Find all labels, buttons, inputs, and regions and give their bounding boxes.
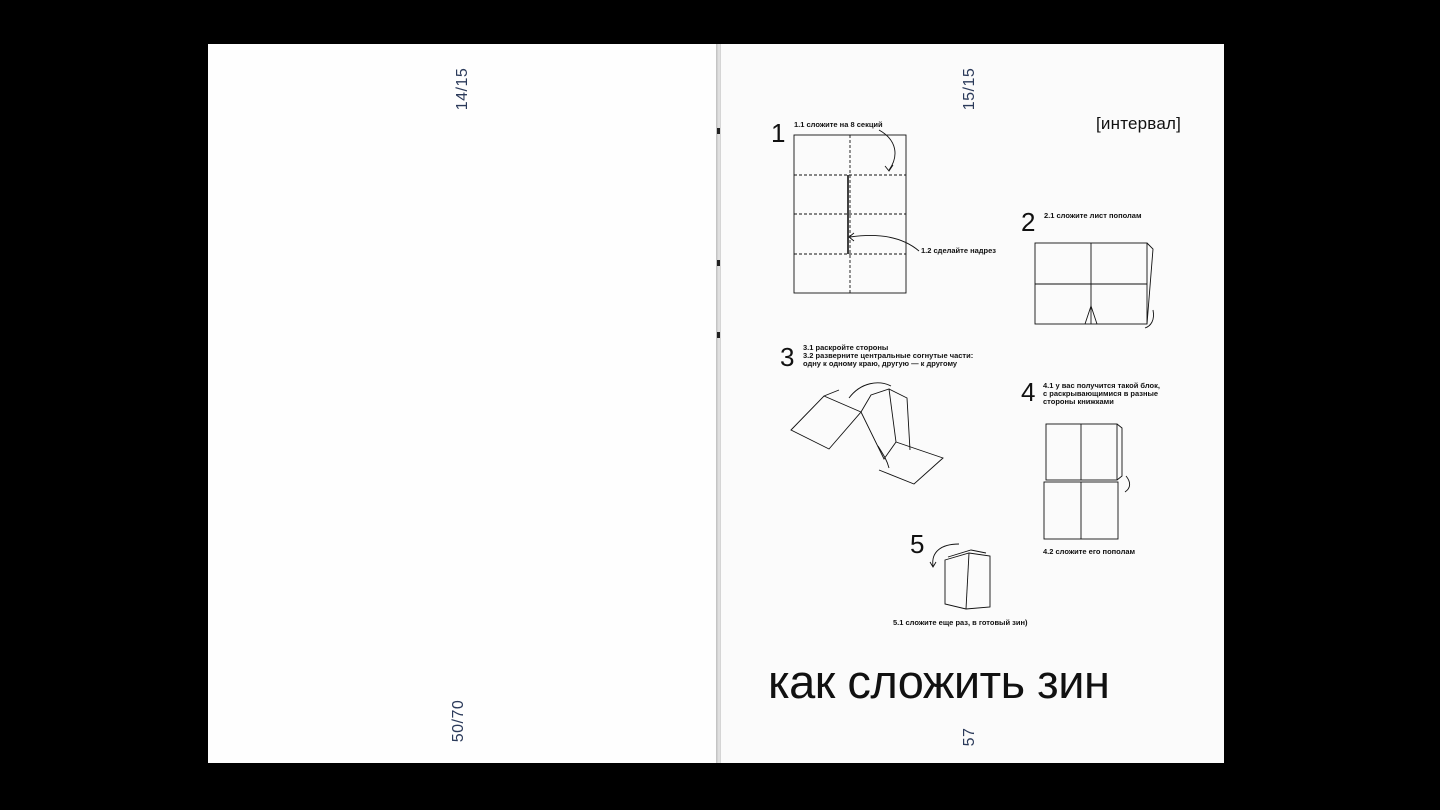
left-page <box>208 44 716 763</box>
step-label: 4.1 у вас получится такой блок, <box>1043 381 1160 390</box>
final-zine-figure <box>930 544 990 609</box>
step-number: 1 <box>771 118 786 148</box>
step-number: 4 <box>1021 377 1036 407</box>
left-folio-bottom: 50/70 <box>450 699 467 743</box>
step-label: 3.2 разверните центральные согнутые части: <box>803 351 974 360</box>
stitch-mark <box>717 332 720 338</box>
brand-logo: [интервал] <box>1096 114 1182 133</box>
sheet-folded-half-figure <box>1035 243 1154 328</box>
step-label: 2.1 сложите лист пополам <box>1044 211 1142 220</box>
sheet-8-sections-figure <box>794 130 919 293</box>
left-folio-top: 14/15 <box>454 67 471 111</box>
step-label: 4.2 сложите его пополам <box>1043 547 1136 556</box>
stitch-mark <box>717 260 720 266</box>
step-label: с раскрывающимися в разные <box>1043 389 1159 398</box>
step-number: 3 <box>780 342 795 372</box>
folding-diagrams <box>721 44 1224 644</box>
sheet-opening-figure <box>791 383 943 484</box>
step-number: 2 <box>1021 207 1036 237</box>
page-title: как сложить зин <box>768 655 1110 708</box>
step-label: стороны книжками <box>1043 397 1114 406</box>
step-label: одну к одному краю, другую — к другому <box>803 359 958 368</box>
step-label: 1.2 сделайте надрез <box>921 246 997 255</box>
stitch-mark <box>717 128 720 134</box>
right-folio-bottom: 57 <box>961 727 978 747</box>
booklet-block-figure <box>1044 424 1130 539</box>
right-folio-top: 15/15 <box>961 67 978 111</box>
step-label: 3.1 раскройте стороны <box>803 343 889 352</box>
step-label: 5.1 сложите еще раз, в готовый зин) <box>893 618 1028 627</box>
step-label: 1.1 сложите на 8 секций <box>794 120 883 129</box>
step-number: 5 <box>910 529 925 559</box>
